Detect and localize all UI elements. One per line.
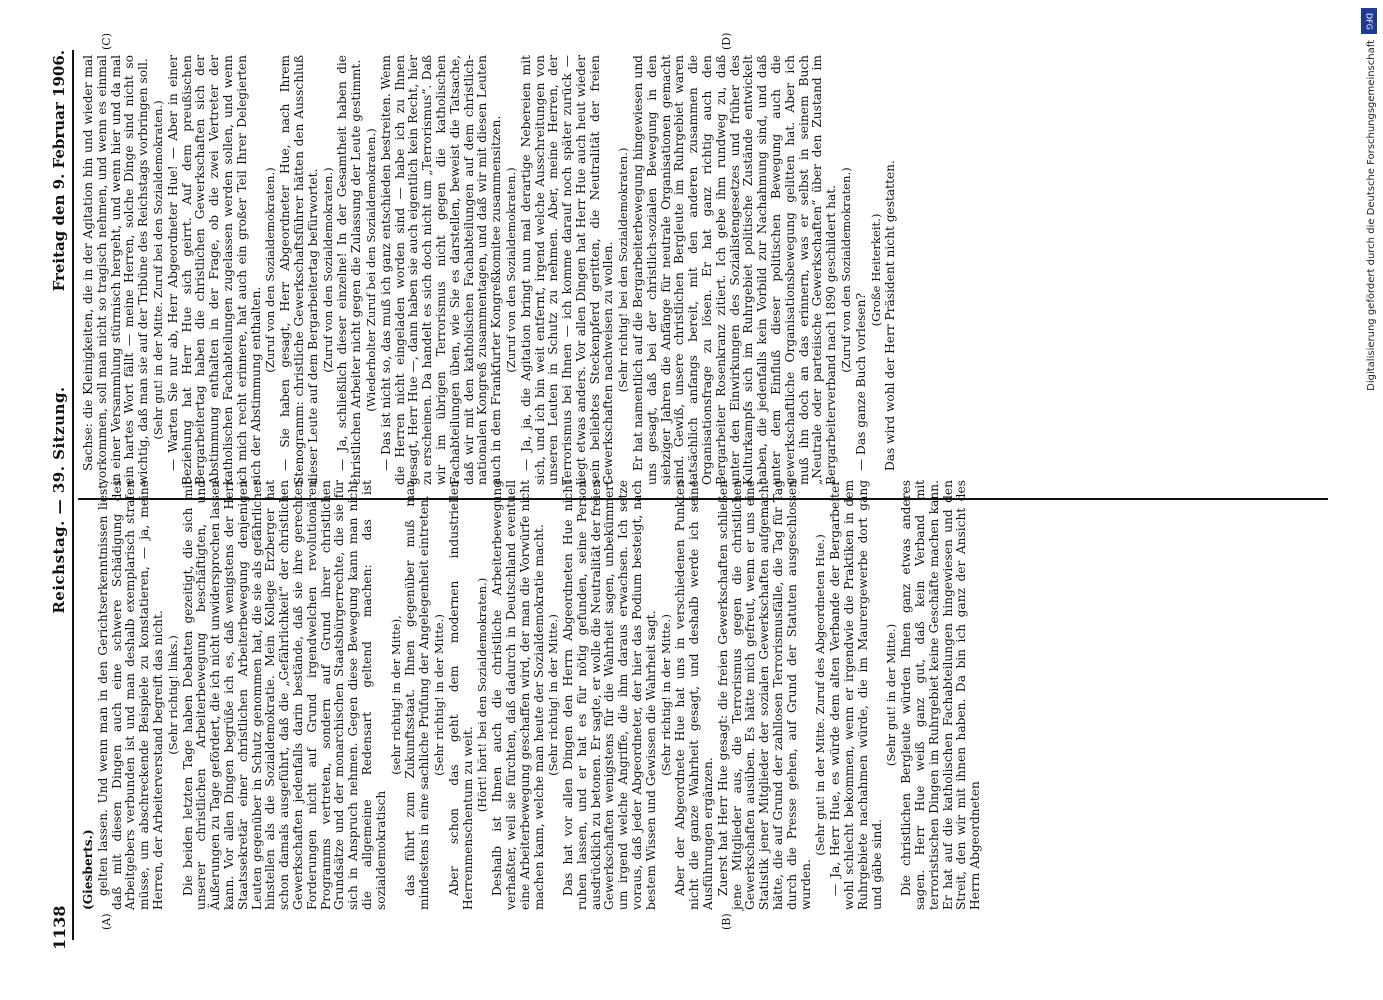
paragraph: (Zuruf von den Sozialdemokraten.) — [839, 167, 854, 373]
paragraph: Zuerst hat Herr Hue gesagt: die freien Gewerkschaften schließen jene Mitglieder aus, die Terrorismus gegen die christlichen Gewerkschaften ausüben. Es hätte mich gefreut, wenn er uns eine Statistik jener Mitglieder der sozialen Gewerkschaften aufgemacht hätte, die auf Grund der zahllosen Terrorismusfälle, die Tag für Tag durch die Presse gehen, auf Grund der Statuten ausgeschlossen wurden. — [715, 480, 813, 910]
page-title: Reichstag. — 39. Sitzung. — [50, 386, 68, 614]
paragraph: (Sehr richtig! in der Mitte.) — [431, 614, 446, 776]
page-header — [30, 50, 70, 950]
paragraph: Die christlichen Bergleute würden Ihnen ganz etwas anderes sagen. Herr Hue weiß ganz gut, daß kein Verband mit terroristischen Dingen im Ruhrgebiet keine Geschäfte machen kann. Er hat auf die katholischen Fachabteilungen hingewiesen und den Streit, den wir mit ihnen haben. Da bin ich ganz der Ansicht des Herrn Abgeordneten — [899, 480, 983, 910]
marker-b: (B) — [720, 913, 733, 930]
paragraph: (Sehr gut! in der Mitte. Zuruf bei den Sozialdemokraten.) — [150, 100, 165, 440]
paragraph: (Sehr richtig! in der Mitte.) — [546, 614, 561, 776]
paragraph: gelten lassen. Und wenn man in den Gerichtserkenntnissen liest, daß mit diesen Dingen auch eine schwere Schädigung des Arbeitgebers verbunden ist und man deshalb exemplarisch strafen müsse, um abschreckende Beispiele zu konstatieren, — ja, meine Herren, der Arbeiterverstand begreift das nicht. — [95, 480, 165, 910]
marker-d: (D) — [720, 32, 733, 50]
paragraph: (Zuruf von den Sozialdemokraten.) — [320, 167, 335, 373]
dfg-logo: DFG — [1361, 8, 1377, 34]
paragraph: (Sehr gut! in der Mitte. Zuruf des Abgeordneten Hue.) — [813, 534, 828, 856]
paragraph: Die beiden letzten Tage haben Debatten gezeitigt, die sich mit unserer christlichen Arbeiterbewegung beschäftigten, und Äußerungen zu Tage gefördert, die ich nicht unwidersprochen lassen kann. Vor allen Dingen begrüße ich es, daß wenigstens der Herr Staatssekretär einer christlichen Arbeiterbewegung denjenigen Leuten gegenüber in Schutz genommen hat, die sie als gefährlicher hinstellen als die Sozialdemokratie. Mein Kollege Erzberger hat schon damals ausgeführt, daß die „Gefährlichkeit“ der christlichen Gewerkschaften jedenfalls darin bestände, daß sie ihre gerechten Forderungen nicht auf Grund irgendwelchen revolutionären Programms vertreten, sondern auf Grund ihrer christlichen Grundsätze und der monarchischen Staatsbürgerrechte, die sie für sich in Anspruch nehmen. Gegen diese Bewegung kann man nicht die allgemeine Redensart geltend machen: das ist sozialdemokratisch — [180, 480, 388, 910]
paragraph: (Große Heiterkeit.) — [868, 213, 883, 327]
paragraph: Aber schon das geht dem modernen industriellen Herrenmenschentum zu weit. — [446, 480, 475, 910]
paragraph: (Zuruf von den Sozialdemokraten.) — [503, 167, 518, 373]
right-column — [82, 55, 899, 485]
digitization-credit: Digitalisierung gefördert durch die Deutsche Forschungsgemeinschaft — [1366, 40, 1377, 391]
left-column — [82, 480, 984, 910]
paragraph: Aber der Abgeordnete Hue hat uns in verschiedenen Punkten nicht die ganze Wahrheit gesagt, und deshalb werde ich seine Ausführungen ergänzen. — [673, 480, 716, 910]
paragraph: (Sehr richtig! bei den Sozialdemokraten.) — [616, 147, 631, 393]
paragraph: Sachse: die Kleinigkeiten, die in der Agitation hin und wieder mal vorkommen, soll man nicht so tragisch nehmen, und wenn es einmal in einer Versammlung stürmisch hergeht, und wenn hier und da mal ein hartes Wort fällt — meine Herren, solche Dinge sind nicht so wichtig, daß man sie auf der Tribüne des Reichstags vorbringen soll. — [81, 55, 151, 485]
marker-a: (A) — [100, 913, 113, 930]
paragraph: (Sehr richtig! in der Mitte.) — [658, 614, 673, 776]
paragraph: — Ja, Herr Hue, es würde dem alten Verbande der Bergarbeiter wohl schlecht bekommen, wenn er irgendwie die Praktiken in dem Ruhrgebiete nachahmen würde, die im Maurergewerbe dort gang und gäbe sind. — [828, 480, 884, 910]
paragraph: (Wiederholter Zuruf bei den Sozialdemokraten.) — [363, 128, 378, 412]
paragraph: — Das ist nicht so, das muß ich ganz entschieden bestreiten. Wenn die Herren nicht eingeladen worden sind — habe ich zu Ihnen gesagt, Herr Hue —, dann haben sie auch eigentlich kein Recht, hier zu erscheinen. Da handelt es sich doch nicht um „Terrorismus“. Daß wir im übrigen Terrorismus nicht gegen die katholischen Fachabteilungen üben, wie Sie es darstellen, beweist die Tatsache, daß wir mit den katholischen Fachabteilungen auf dem christlich-nationalen Kongreß zusammentagen, und daß wir mit diesen Leuten auch in dem Frankfurter Kongreßkomitee zusammensitzen. — [378, 55, 504, 485]
paragraph: — Warten Sie nur ab, Herr Abgeordneter Hue! — Aber in einer Beziehung hat Herr Hue sich geirrt. Auf dem preußischen Bergarbeitertag haben die christlichen Gewerkschaften sich der Abstimmung enthalten in der Frage, ob die zwei Vertreter der katholischen Fachabteilungen zugelassen werden sollen, und wenn ich mich recht erinnere, hat auch ein großer Teil Ihrer Delegierten sich der Abstimmung enthalten. — [165, 55, 263, 485]
paragraph: (Sehr gut! in der Mitte.) — [884, 623, 899, 767]
page-number: 1138 — [50, 905, 69, 950]
left-paragraphs — [97, 480, 983, 910]
paragraph: — Sie haben gesagt, Herr Abgeordneter Hue, nach Ihrem Stenogramm: christliche Gewerkschaftsführer hätten den Ausschluß dieser Leute auf dem Bergarbeitertag befürwortet. — [278, 55, 320, 485]
paragraph: Deshalb ist Ihnen auch die christliche Arbeiterbewegung verhaßter, weil sie fürchten, daß dadurch in Deutschland eventuell eine Arbeiterbewegung geschaffen wird, der man die Vorwürfe nicht machen kann, welche man heute der Sozialdemokratie macht. — [490, 480, 546, 910]
page-date: Freitag den 9. Februar 1906. — [50, 50, 68, 292]
right-paragraphs — [82, 55, 898, 485]
paragraph: — Ja, schließlich dieser einzelne! In der Gesamtheit haben die christlichen Arbeiter nicht gegen die Zulassung der Leute gestimmt. — [335, 55, 364, 485]
paragraph: (Zuruf von den Sozialdemokraten.) — [263, 167, 278, 373]
speaker-name: (Giesberts.) — [81, 829, 95, 910]
paragraph: das führt zum Zukunftsstaat. Ihnen gegenüber muß man mindestens in eine sachliche Prüfung der Angelegenheit eintreten. — [403, 480, 432, 910]
marker-c: (C) — [100, 33, 113, 50]
paragraph: Das hat vor allen Dingen den Herrn Abgeordneten Hue nicht ruhen lassen, und er hat es für nötig gefunden, seine Person ausdrücklich zu betonen. Er sagte, er wolle die Neutralität der freien Gewerkschaften wenigstens für die Wahrheit sagen, unbekümmert um irgend welche Angriffe, die ihm daraus erwachsen. Ich setze voraus, daß jeder Abgeordneter, der hier das Podium besteigt, nach bestem Wissen und Gewissen die Wahrheit sagt. — [561, 480, 658, 910]
paragraph: Er hat namentlich auf die Bergarbeiterbewegung hingewiesen und uns gesagt, daß bei der christlich-sozialen Bewegung in den siebziger Jahren die Anfänge für neutrale Organisationen gemacht sind. Gewiß, unsere christlichen Bergleute im Ruhrgebiet waren tatsächlich anfangs bereit, mit den anderen zusammen die Organisationsfrage zu lösen. Er hat ganz richtig auch den Bergarbeiter Rosenkranz zitiert. Ich gebe ihm rundweg zu, daß unter den Einwirkungen des Sozialistengesetzes und früher des Kulturkampfs sich im Ruhrgebiet politische Zustände entwickelt haben, die jedenfalls kein Vorbild zur Nachahmung sind, und daß unter dem Einfluß dieser politischen Bewegung auch die gewerkschaftliche Organisationsbewegung gelitten hat. Aber ich muß ihn doch an das erinnern, was er selbst in seinem Buch „Neutrale oder parteiische Gewerkschaften“ über den Zustand im Bergarbeiterverband nach 1890 geschildert hat. — [631, 55, 839, 485]
paragraph: Das wird wohl der Herr Präsident nicht gestatten. — [883, 160, 898, 471]
paragraph: (Hört! hört! bei den Sozialdemokraten.) — [475, 577, 490, 813]
paragraph: — Das ganze Buch vorlesen? — [853, 292, 868, 471]
header-rule — [72, 50, 74, 940]
paragraph: (Sehr richtig! links.) — [165, 635, 180, 755]
paragraph: (sehr richtig! in der Mitte), — [388, 615, 403, 775]
paragraph: — Ja, ja, die Agitation bringt nun mal derartige Nebereien mit sich, und ich bin weit entfernt, irgend welche Ausschreitungen von unseren Leuten in Schutz zu nehmen. Aber, meine Herren, der Terrorismus bei Ihnen — ich komme darauf noch später zurück — liegt etwas anders. Vor allen Dingen hat Herr Hue auch heut wieder sein beliebtes Steckenpferd geritten, die Neutralität der freien Gewerkschaften nachweisen zu wollen. — [518, 55, 616, 485]
